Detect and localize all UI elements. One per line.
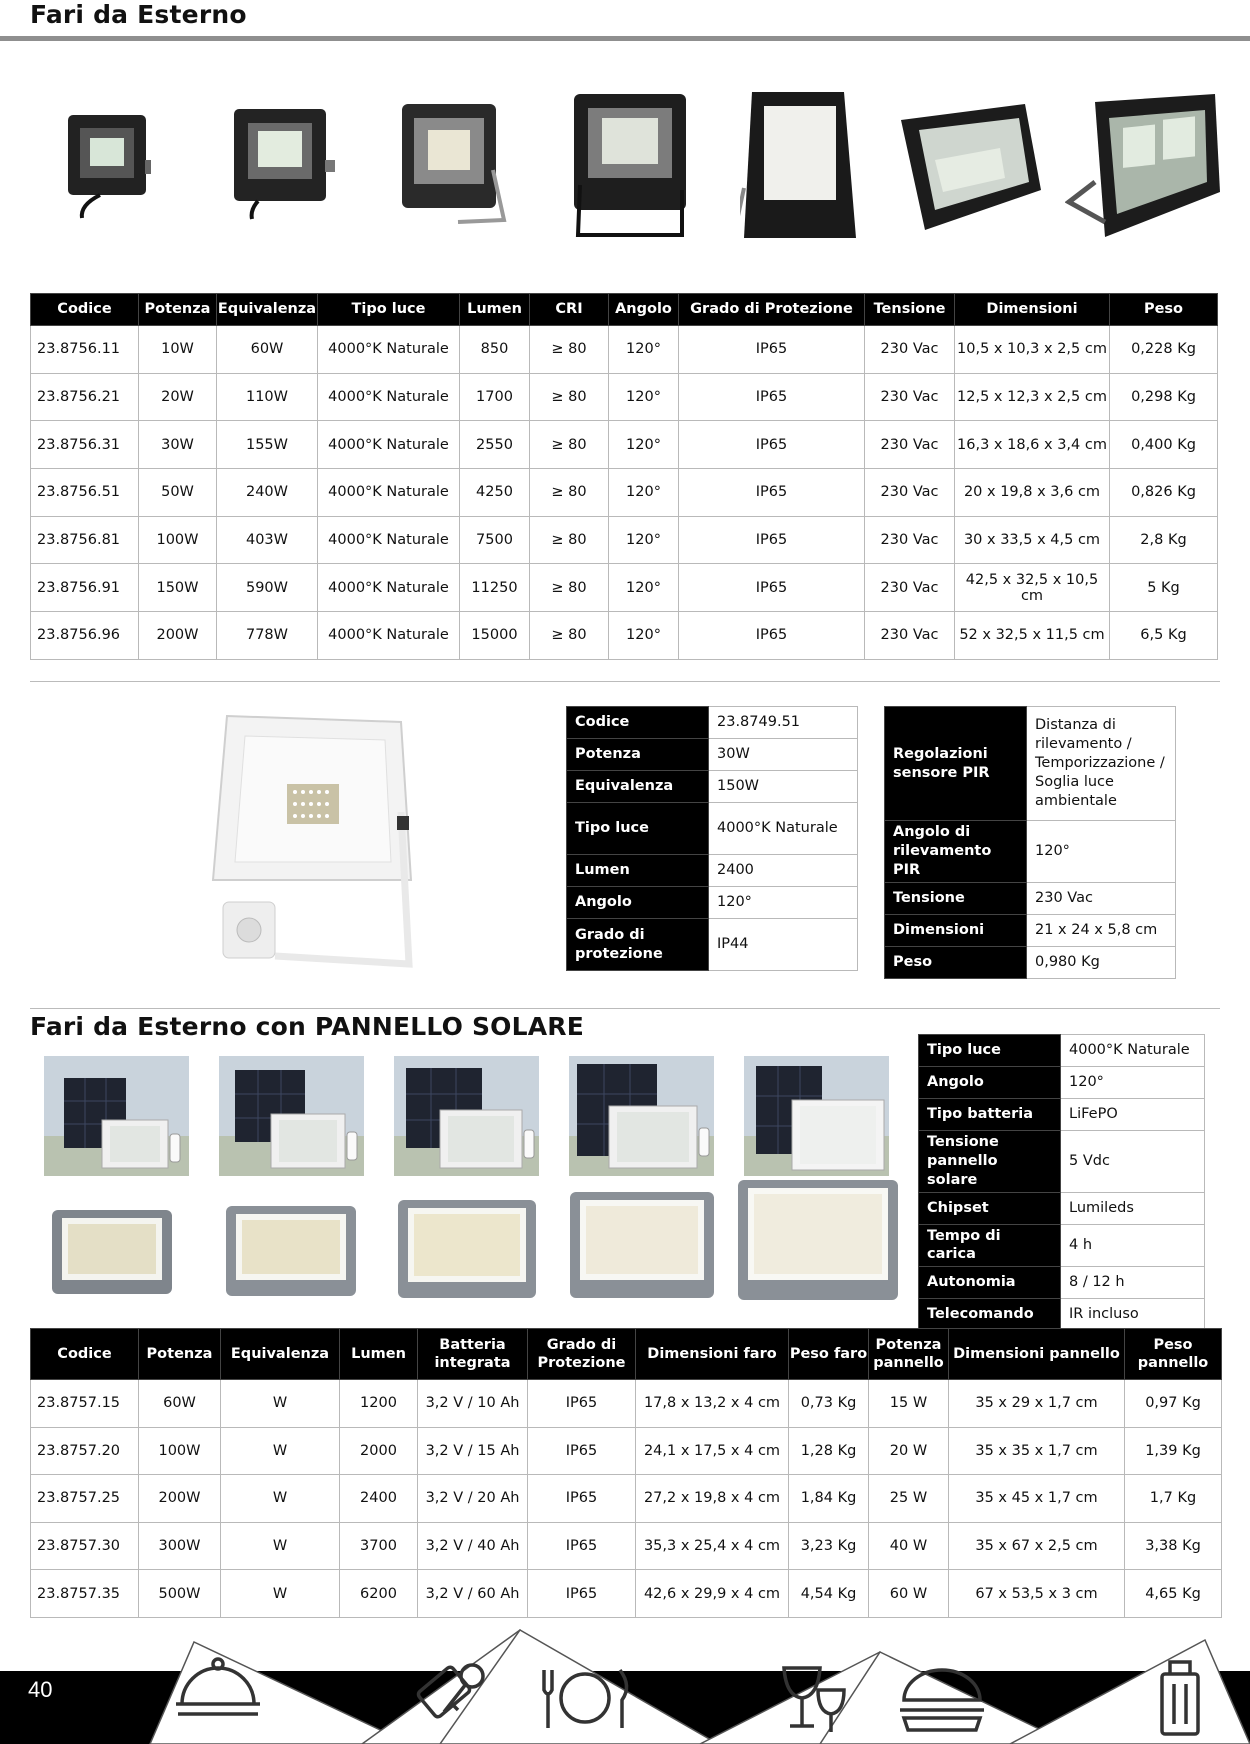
table-row [31,326,1218,374]
spec-row [567,739,858,771]
cell: IP65 [679,469,865,517]
cell: 0,826 Kg [1110,469,1218,517]
col-potenza-pannello: Potenza pannello [869,1329,949,1380]
cell: 30W [139,421,217,469]
floodlight-150w-image [895,100,1045,235]
cell: 850 [460,326,530,374]
cell: 20 x 19,8 x 3,6 cm [955,469,1110,517]
spec-value: 23.8749.51 [709,707,858,739]
spec-value: 0,980 Kg [1027,946,1176,978]
page-number: 40 [28,1677,53,1702]
spec-key: Tipo batteria [919,1099,1061,1131]
table-row [31,1427,1222,1475]
cell: 120° [609,564,679,612]
spec-value: 30W [709,739,858,771]
cell: 590W [217,564,318,612]
cell: IP65 [528,1427,636,1475]
solar-floodlight-table [30,1328,1222,1618]
spec-key: Angolo [919,1067,1061,1099]
cell: 23.8756.91 [31,564,139,612]
spec-key: Regolazioni sensore PIR [885,707,1027,821]
cell: 60W [139,1380,221,1428]
led-panel-200w-image [394,1196,540,1302]
col-tensione: Tensione [865,294,955,326]
cell: 16,3 x 18,6 x 3,4 cm [955,421,1110,469]
spec-key: Angolo [567,887,709,919]
cell: 23.8756.21 [31,373,139,421]
pir-floodlight-image [205,712,420,972]
cell: IP65 [679,612,865,660]
col-dimensioni-pannello: Dimensioni pannello [949,1329,1125,1380]
cell: 3,38 Kg [1125,1522,1222,1570]
cell: W [221,1380,340,1428]
table-row [31,1522,1222,1570]
cell: 3,2 V / 40 Ah [418,1522,528,1570]
table-row [31,612,1218,660]
cell: 150W [139,564,217,612]
cell: 200W [139,612,217,660]
cell: 67 x 53,5 x 3 cm [949,1570,1125,1618]
cell: 2400 [340,1475,418,1523]
spec-key: Tempo di carica [919,1224,1061,1267]
spec-row [919,1267,1205,1299]
spec-row [567,887,858,919]
col-tipo-luce: Tipo luce [318,294,460,326]
cell: ≥ 80 [530,373,609,421]
solar-kit-60w-image [44,1056,189,1176]
cell: 0,228 Kg [1110,326,1218,374]
cell: ≥ 80 [530,326,609,374]
cell: 3700 [340,1522,418,1570]
cell: 35 x 45 x 1,7 cm [949,1475,1125,1523]
section-title-fari-esterno: Fari da Esterno [30,0,247,29]
cell: 60W [217,326,318,374]
spec-row [567,919,858,971]
cell: 0,73 Kg [789,1380,869,1428]
spec-key: Tipo luce [919,1035,1061,1067]
spec-row [919,1131,1205,1193]
col-equivalenza: Equivalenza [217,294,318,326]
spec-row [885,946,1176,978]
cell: 52 x 32,5 x 11,5 cm [955,612,1110,660]
spec-value: 120° [709,887,858,919]
cell: 120° [609,326,679,374]
spec-row [885,707,1176,821]
cell: 120° [609,469,679,517]
cell: 23.8757.25 [31,1475,139,1523]
cell: 35 x 35 x 1,7 cm [949,1427,1125,1475]
col-equivalenza: Equivalenza [221,1329,340,1380]
cell: 23.8756.51 [31,469,139,517]
cell: 35,3 x 25,4 x 4 cm [636,1522,789,1570]
cell: 230 Vac [865,564,955,612]
spec-value: 21 x 24 x 5,8 cm [1027,914,1176,946]
section-title-pannello-solare: Fari da Esterno con PANNELLO SOLARE [30,1012,585,1041]
spec-value: LiFePO [1061,1099,1205,1131]
spec-row [919,1067,1205,1099]
cell: 5 Kg [1110,564,1218,612]
cell: 4000°K Naturale [318,421,460,469]
spec-key: Grado di protezione [567,919,709,971]
cell: 4000°K Naturale [318,564,460,612]
cell: 1,28 Kg [789,1427,869,1475]
cell: W [221,1570,340,1618]
table-row [31,1380,1222,1428]
cell: 230 Vac [865,421,955,469]
cell: IP65 [679,326,865,374]
spec-value: 5 Vdc [1061,1131,1205,1193]
table-row [31,564,1218,612]
table-row [31,516,1218,564]
solar-kit-300w-image [569,1056,714,1176]
cell: 3,23 Kg [789,1522,869,1570]
cell: 3,2 V / 10 Ah [418,1380,528,1428]
spec-value: 120° [1027,821,1176,883]
spec-row [885,821,1176,883]
spec-key: Chipset [919,1192,1061,1224]
spec-row [567,855,858,887]
cell: 110W [217,373,318,421]
cell: 155W [217,421,318,469]
spec-key: Autonomia [919,1267,1061,1299]
floodlight-50w-image [570,90,690,240]
spec-row [567,707,858,739]
spec-row [885,914,1176,946]
spec-row [919,1299,1205,1331]
cell: IP65 [528,1522,636,1570]
cell: 23.8756.11 [31,326,139,374]
cell: 15 W [869,1380,949,1428]
cell: 2550 [460,421,530,469]
cell: 230 Vac [865,326,955,374]
cell: IP65 [679,516,865,564]
spec-row [567,771,858,803]
led-panel-300w-image [566,1188,718,1302]
cell: 0,97 Kg [1125,1380,1222,1428]
fari-esterno-table [30,293,1218,660]
divider [30,681,1220,682]
cell: 500W [139,1570,221,1618]
spec-value: 8 / 12 h [1061,1267,1205,1299]
cell: 1200 [340,1380,418,1428]
cell: 7500 [460,516,530,564]
cell: 4000°K Naturale [318,516,460,564]
cell: W [221,1475,340,1523]
cell: 3,2 V / 60 Ah [418,1570,528,1618]
spec-key: Tensione [885,882,1027,914]
floodlight-100w-image [740,88,860,248]
spec-value: 2400 [709,855,858,887]
cell: 35 x 29 x 1,7 cm [949,1380,1125,1428]
cell: 60 W [869,1570,949,1618]
spec-key: Potenza [567,739,709,771]
led-panel-60w-image [48,1206,176,1298]
cell: 4000°K Naturale [318,326,460,374]
floodlight-200w-image [1065,92,1225,242]
col-codice: Codice [31,1329,139,1380]
cell: IP65 [679,421,865,469]
cell: 1,39 Kg [1125,1427,1222,1475]
spec-row [885,882,1176,914]
solar-kit-500w-image [744,1056,889,1176]
spec-row [919,1192,1205,1224]
col-dimensioni-faro: Dimensioni faro [636,1329,789,1380]
spec-key: Peso [885,946,1027,978]
cell: 10,5 x 10,3 x 2,5 cm [955,326,1110,374]
col-peso-pannello: Peso pannello [1125,1329,1222,1380]
table-header-row [31,1329,1222,1380]
cell: 403W [217,516,318,564]
cell: IP65 [528,1380,636,1428]
spec-key: Codice [567,707,709,739]
cell: 1700 [460,373,530,421]
spec-row [567,803,858,855]
col-cri: CRI [530,294,609,326]
cell: 200W [139,1475,221,1523]
spec-row [919,1099,1205,1131]
cell: 120° [609,516,679,564]
cell: 2000 [340,1427,418,1475]
cell: 20W [139,373,217,421]
spec-value: IR incluso [1061,1299,1205,1331]
table-row [31,421,1218,469]
cell: 230 Vac [865,516,955,564]
cell: 240W [217,469,318,517]
cell: 35 x 67 x 2,5 cm [949,1522,1125,1570]
table-row [31,1475,1222,1523]
cell: 24,1 x 17,5 x 4 cm [636,1427,789,1475]
cell: 3,2 V / 15 Ah [418,1427,528,1475]
cell: 23.8757.35 [31,1570,139,1618]
spec-key: Dimensioni [885,914,1027,946]
spec-value: IP44 [709,919,858,971]
cell: ≥ 80 [530,612,609,660]
col-peso: Peso [1110,294,1218,326]
cell: IP65 [679,564,865,612]
col-lumen: Lumen [460,294,530,326]
table-header-row [31,294,1218,326]
cell: ≥ 80 [530,421,609,469]
footer-category-icons [0,1600,1250,1744]
solar-kit-100w-image [219,1056,364,1176]
spec-value: 230 Vac [1027,882,1176,914]
floodlight-10w-image [60,110,155,220]
spec-value: 4000°K Naturale [709,803,858,855]
spec-value: Distanza di rilevamento / Temporizzazione / Soglia luce ambientale [1027,707,1176,821]
cell: 230 Vac [865,373,955,421]
cell: 6200 [340,1570,418,1618]
col-grado-protezione: Grado di Protezione [679,294,865,326]
cell: 12,5 x 12,3 x 2,5 cm [955,373,1110,421]
spec-key: Lumen [567,855,709,887]
cell: 25 W [869,1475,949,1523]
col-grado-protezione: Grado di Protezione [528,1329,636,1380]
spec-value: 4000°K Naturale [1061,1035,1205,1067]
floodlight-20w-image [228,105,338,220]
solar-spec-table [918,1034,1205,1331]
table-row [31,469,1218,517]
cell: 4,65 Kg [1125,1570,1222,1618]
cell: 27,2 x 19,8 x 4 cm [636,1475,789,1523]
cell: ≥ 80 [530,469,609,517]
col-codice: Codice [31,294,139,326]
cell: 120° [609,373,679,421]
cell: 42,6 x 29,9 x 4 cm [636,1570,789,1618]
cell: 1,84 Kg [789,1475,869,1523]
col-dimensioni: Dimensioni [955,294,1110,326]
cell: 42,5 x 32,5 x 10,5 cm [955,564,1110,612]
cell: 4000°K Naturale [318,612,460,660]
cell: 10W [139,326,217,374]
spec-key: Telecomando [919,1299,1061,1331]
cell: 30 x 33,5 x 4,5 cm [955,516,1110,564]
cell: 6,5 Kg [1110,612,1218,660]
pir-spec-table-right [884,706,1176,979]
spec-key: Tipo luce [567,803,709,855]
led-panel-500w-image [734,1176,902,1304]
led-panel-100w-image [222,1202,360,1300]
cell: 17,8 x 13,2 x 4 cm [636,1380,789,1428]
col-potenza: Potenza [139,294,217,326]
cell: 100W [139,516,217,564]
spec-key: Tensione pannello solare [919,1131,1061,1193]
spec-row [919,1224,1205,1267]
pir-spec-table-left [566,706,858,971]
spec-value: 4 h [1061,1224,1205,1267]
cell: 300W [139,1522,221,1570]
cell: 1,7 Kg [1125,1475,1222,1523]
floodlight-30w-image [398,100,508,230]
table-row [31,373,1218,421]
spec-value: 120° [1061,1067,1205,1099]
cell: 778W [217,612,318,660]
cell: W [221,1427,340,1475]
col-potenza: Potenza [139,1329,221,1380]
cell: 0,400 Kg [1110,421,1218,469]
cell: 23.8756.31 [31,421,139,469]
cell: 4250 [460,469,530,517]
cell: 120° [609,612,679,660]
cell: 230 Vac [865,469,955,517]
cell: 0,298 Kg [1110,373,1218,421]
divider [30,1008,1220,1009]
cell: 23.8757.30 [31,1522,139,1570]
cell: 15000 [460,612,530,660]
col-lumen: Lumen [340,1329,418,1380]
spec-key: Equivalenza [567,771,709,803]
cell: 20 W [869,1427,949,1475]
cell: ≥ 80 [530,516,609,564]
cell: ≥ 80 [530,564,609,612]
cell: 40 W [869,1522,949,1570]
spec-row [919,1035,1205,1067]
cell: 11250 [460,564,530,612]
cell: 23.8757.20 [31,1427,139,1475]
cell: 4000°K Naturale [318,469,460,517]
cell: 4,54 Kg [789,1570,869,1618]
cell: 120° [609,421,679,469]
solar-kit-200w-image [394,1056,539,1176]
cell: IP65 [528,1570,636,1618]
spec-key: Angolo di rilevamento PIR [885,821,1027,883]
cell: IP65 [679,373,865,421]
title-rule [0,36,1250,41]
col-peso-faro: Peso faro [789,1329,869,1380]
cell: 4000°K Naturale [318,373,460,421]
spec-value: 150W [709,771,858,803]
cell: W [221,1522,340,1570]
spec-value: Lumileds [1061,1192,1205,1224]
cell: 50W [139,469,217,517]
cell: IP65 [528,1475,636,1523]
col-batteria: Batteria integrata [418,1329,528,1380]
cell: 230 Vac [865,612,955,660]
cell: 23.8757.15 [31,1380,139,1428]
cell: 23.8756.96 [31,612,139,660]
cell: 2,8 Kg [1110,516,1218,564]
col-angolo: Angolo [609,294,679,326]
cell: 23.8756.81 [31,516,139,564]
cell: 3,2 V / 20 Ah [418,1475,528,1523]
cell: 100W [139,1427,221,1475]
